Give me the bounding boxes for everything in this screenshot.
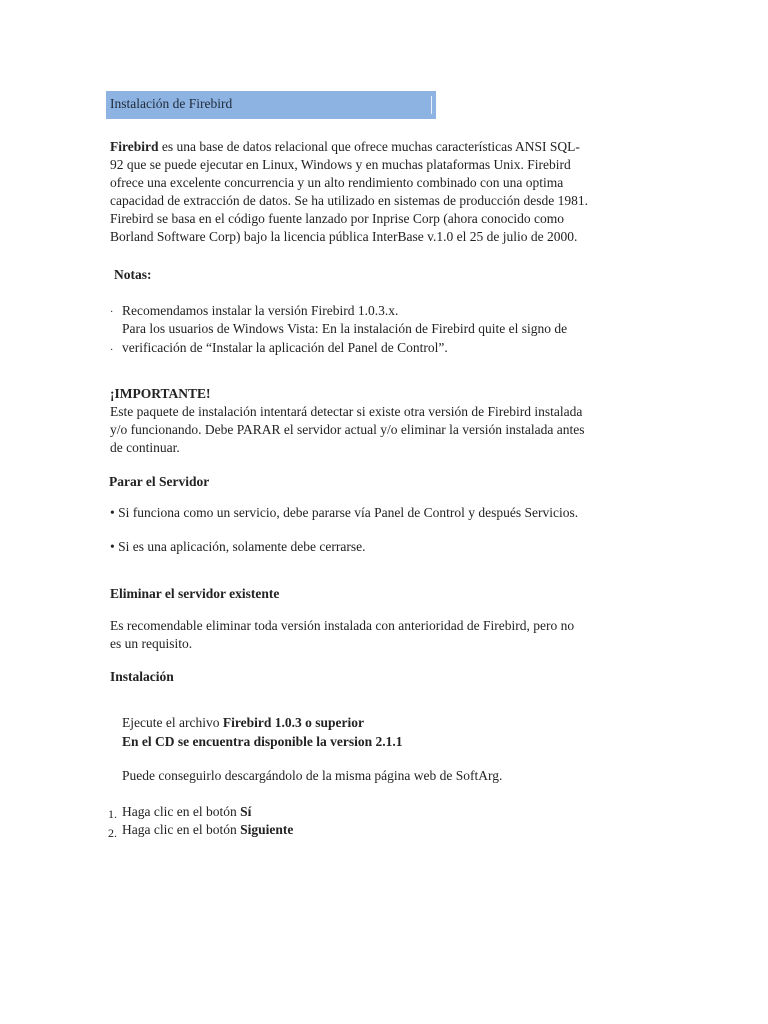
section-title-bar bbox=[106, 91, 436, 119]
step-item-1 bbox=[122, 803, 251, 821]
step-number-2: 2. bbox=[108, 826, 117, 840]
remove-server-line-2: es un requisito. bbox=[110, 636, 193, 651]
intro-line-5: Firebird se basa en el código fuente lanzado por Inprise Corp (ahora conocido como bbox=[110, 211, 564, 226]
run-file-bold: Firebird 1.0.3 o superior bbox=[222, 715, 364, 730]
remove-server-heading: Eliminar el servidor existente bbox=[110, 586, 280, 601]
important-line-1: Este paquete de instalación intentará detectar si existe otra versión de Firebird instalada bbox=[110, 404, 583, 419]
stop-server-item-2: • Si es una aplicación, solamente debe cerrarse. bbox=[110, 539, 366, 554]
notes-heading: Notas: bbox=[114, 267, 152, 282]
intro-line-4: capacidad de extracción de datos. Se ha utilizado en sistemas de producción desde 1981. bbox=[110, 193, 588, 208]
run-file-prefix: Ejecute el archivo bbox=[122, 715, 223, 730]
step-1-bold: Sí bbox=[240, 804, 252, 819]
note-item-2-line-1: Para los usuarios de Windows Vista: En la instalación de Firebird quite el signo de bbox=[122, 321, 568, 336]
remove-server-line-1: Es recomendable eliminar toda versión instalada con anterioridad de Firebird, pero no bbox=[110, 618, 575, 633]
important-heading: ¡IMPORTANTE! bbox=[110, 386, 211, 401]
stop-server-heading: Parar el Servidor bbox=[109, 474, 210, 489]
title-bar-divider bbox=[431, 96, 432, 114]
step-2-text: Haga clic en el botón bbox=[122, 822, 241, 837]
remove-server-paragraph bbox=[110, 617, 670, 653]
intro-paragraph bbox=[110, 138, 670, 246]
intro-line-1 bbox=[110, 138, 670, 156]
step-2-bold: Siguiente bbox=[240, 822, 294, 837]
note-item-2-line-2: verificación de “Instalar la aplicación del Panel de Control”. bbox=[122, 340, 448, 355]
intro-line-1-rest: es una base de datos relacional que ofrece muchas características ANSI SQL- bbox=[158, 139, 580, 154]
download-line: Puede conseguirlo descargándolo de la misma página web de SoftArg. bbox=[122, 768, 503, 783]
note-item-1: Recomendamos instalar la versión Firebird 1.0.3.x. bbox=[122, 303, 399, 318]
important-line-3: de continuar. bbox=[110, 440, 180, 455]
intro-line-3: ofrece una excelente concurrencia y un alto rendimiento combinado con una optima bbox=[110, 175, 564, 190]
important-line-2: y/o funcionando. Debe PARAR el servidor actual y/o eliminar la versión instalada antes bbox=[110, 422, 585, 437]
cd-version-line: En el CD se encuentra disponible la version 2.1.1 bbox=[122, 734, 403, 749]
important-section bbox=[110, 385, 670, 457]
intro-line-6: Borland Software Corp) bajo la licencia pública InterBase v.1.0 el 25 de julio de 2000. bbox=[110, 229, 578, 244]
installation-heading: Instalación bbox=[110, 669, 174, 684]
bullet-dot: · bbox=[110, 307, 114, 318]
step-item-2 bbox=[122, 821, 293, 839]
step-1-text: Haga clic en el botón bbox=[122, 804, 241, 819]
intro-firebird-bold: Firebird bbox=[110, 139, 159, 154]
intro-line-2: 92 que se puede ejecutar en Linux, Windows y en muchas plataformas Unix. Firebird bbox=[110, 157, 571, 172]
step-number-1: 1. bbox=[108, 807, 117, 821]
stop-server-item-1: • Si funciona como un servicio, debe pararse vía Panel de Control y después Servicios. bbox=[110, 505, 579, 520]
page-title: Instalación de Firebird bbox=[110, 96, 233, 111]
run-file-line bbox=[122, 714, 364, 732]
bullet-dot: · bbox=[110, 345, 114, 356]
